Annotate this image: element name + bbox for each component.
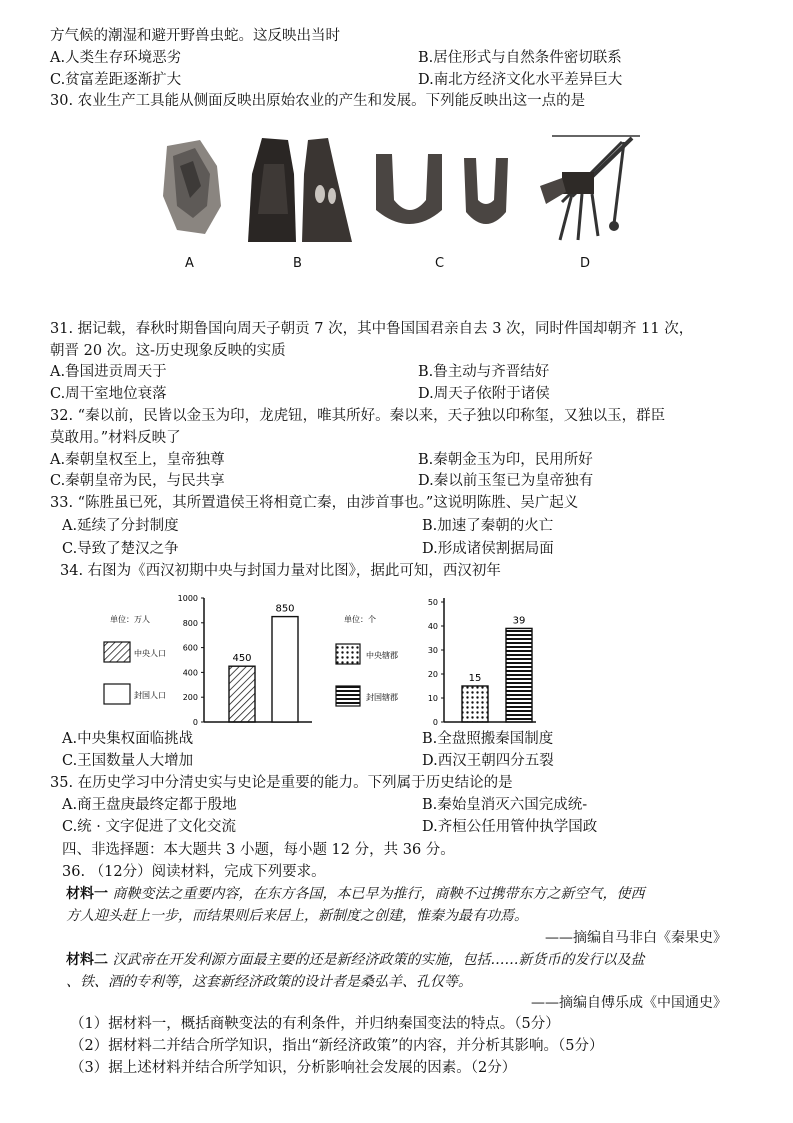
q31-stem-line1: 31. 据记载，春秋时期鲁国向周天子朝贡 7 次，其中鲁国国君亲自去 3 次，同时件国却朝齐 11 次， [50,321,694,337]
chart2-ytick-label: 30 [427,646,438,655]
q33-option-d: D.形成诸侯割据局面 [422,541,554,557]
q36-material1-source: ——摘编自马非白《秦果史》 [545,930,727,946]
q32-option-a: A.秦朝皇权至上，皇帝独尊 [50,452,225,468]
chart2-ytick-label: 10 [427,694,438,703]
q29-option-d: D.南北方经济文化水平差异巨大 [418,72,623,88]
q34-option-a: A.中央集权面临挑战 [62,731,194,747]
chart2-unit-label: 单位：个 [344,615,376,624]
q29-option-c: C.贫富差距逐渐扩大 [50,72,182,88]
q36-sub3: （3）据上述材料并结合所学知识，分析影响社会发展的因素。（2分） [70,1060,517,1076]
q36-stem: 36. （12分）阅读材料，完成下列要求。 [62,864,326,880]
q30-label-d: D [580,256,591,271]
chart1-legend-swatch-fief [104,684,130,704]
q29-option-a: A.人类生存环境恶劣 [50,50,182,66]
q31-option-a: A.鲁国进贡周天于 [50,364,167,380]
chart1-unit-label: 单位：万人 [110,615,150,624]
q34-chart-commanderies [330,590,540,735]
q32-stem-line2: 莫敢用。”材料反映了 [50,430,181,446]
q36-material2-line1 [66,950,644,970]
q30-label-c: C [435,256,445,271]
q30-stem: 30. 农业生产工具能从侧面反映出原始农业的产生和发展。下列能反映出这一点的是 [50,93,586,109]
q36-sub2: （2）据材料二并结合所学知识，指出“新经济政策”的内容，并分析其影响。（5分） [70,1038,604,1054]
chart2-ytick-label: 20 [427,670,438,679]
chart2-bar-value-label: 39 [512,615,526,627]
q31-option-b: B.鲁主动与齐晋结好 [418,364,550,380]
chart2-legend-fief: 封国辖郡 [366,693,398,702]
q29-option-b: B.居住形式与自然条件密切联系 [418,50,622,66]
chart1-ytick-label: 800 [182,618,198,628]
chart1-bar-fief [272,617,298,722]
q34-option-d: D.西汉王朝四分五裂 [422,753,554,769]
q30-image-b-bone-spade [244,134,354,246]
q29-stem-tail: 方气候的潮湿和避开野兽虫蛇。这反映出当时 [50,28,340,44]
q36-material2-source: ——摘编自傅乐成《中国通史》 [531,995,727,1011]
q32-option-d: D.秦以前玉玺已为皇帝独有 [418,473,594,489]
q31-option-c: C.周干室地位衰落 [50,386,167,402]
q32-stem-line1: 32. “秦以前，民皆以金玉为印，龙虎钮，唯其所好。秦以来，天子独以印称玺，又独以玉，群臣 [50,408,666,424]
q36-material2-line2: 、铁、酒的专利等，这套新经济政策的设计者是桑弘羊、孔仅等。 [66,974,472,990]
q35-option-b: B.秦始皇消灭六国完成统- [422,797,588,813]
section4-heading: 四、非选择题：本大题共 3 小题，每小题 12 分，共 36 分。 [62,842,455,858]
q36-material1-text1: 商鞅变法之重要内容，在东方各国，本已早为推行，商鞅不过携带东方之新空气，使西 [108,886,645,902]
q35-option-d: D.齐桓公任用管仲执学国政 [422,819,598,835]
q30-image-a-stone-tool [155,136,225,241]
chart1-legend-central: 中央人口 [134,649,166,658]
chart2-bar-fief [506,628,532,722]
q34-option-b: B.全盘照搬秦国制度 [422,731,554,747]
q34-option-c: C.王国数量人大增加 [62,753,194,769]
q36-sub1: （1）据材料一，概括商鞅变法的有利条件，并归纳秦国变法的特点。（5分） [70,1016,560,1032]
q35-option-a: A.商王盘庚最终定都于殷地 [62,797,237,813]
chart2-bar-central [462,686,488,722]
q30-image-c-plow-blades [370,150,520,240]
chart1-ytick-label: 600 [182,643,198,653]
q30-image-d-seed-plough [532,132,644,244]
q33-option-c: C.导致了楚汉之争 [62,541,179,557]
q35-option-c: C.统 · 文字促进了文化交流 [62,819,237,835]
chart2-legend-central: 中央辖郡 [366,651,398,660]
chart2-ytick-label: 50 [427,598,438,607]
q35-stem: 35. 在历史学习中分清史实与史论是重要的能力。下列属于历史结论的是 [50,775,513,791]
chart1-ytick-label: 200 [182,693,198,703]
chart2-ytick-label: 0 [432,718,438,727]
chart1-legend-fief: 封国人口 [134,691,166,700]
q36-material1-line1 [66,884,644,904]
q36-material1-label: 材料一 [66,886,108,902]
chart2-legend-swatch-fief [336,686,360,706]
chart1-ytick-label: 400 [182,668,198,678]
q36-material2-text1: 汉武帝在开发利源方面最主要的还是新经济政策的实施，包括……新货币的发行以及盐 [108,952,645,968]
chart2-legend-swatch-central [336,644,360,664]
q36-material1-line2: 方人迎头赶上一步，而结果则后来居上，新制度之创建，惟秦为最有功焉。 [66,908,528,924]
q36-material2-label: 材料二 [66,952,108,968]
chart1-bar-value-label: 450 [232,653,252,665]
chart2-ytick-label: 40 [427,622,438,631]
chart1-ytick-label: 1000 [177,594,198,603]
q31-stem-line2: 朝晋 20 次。这-历史现象反映的实质 [50,343,286,359]
chart1-bar-value-label: 850 [275,603,295,615]
chart1-bar-central [229,666,255,722]
chart2-bar-value-label: 15 [468,673,482,684]
q34-chart-population [96,590,326,735]
q34-stem: 34. 右图为《西汉初期中央与封国力量对比图》，据此可知，西汉初年 [60,563,501,579]
q31-option-d: D.周天子依附于诸侯 [418,386,550,402]
chart1-legend-swatch-central [104,642,130,662]
q32-option-b: B.秦朝金玉为印，民用所好 [418,452,593,468]
q33-stem: 33. “陈胜虽已死，其所置遣侯王将相竟亡秦，由涉首事也。”这说明陈胜、吴广起义 [50,495,579,511]
q33-option-a: A.延续了分封制度 [62,518,179,534]
q30-label-b: B [293,256,302,271]
q33-option-b: B.加速了秦朝的火亡 [422,518,554,534]
chart1-ytick-label: 0 [192,718,198,727]
q32-option-c: C.秦朝皇帝为民，与民共享 [50,473,225,489]
q30-label-a: A [185,256,194,271]
